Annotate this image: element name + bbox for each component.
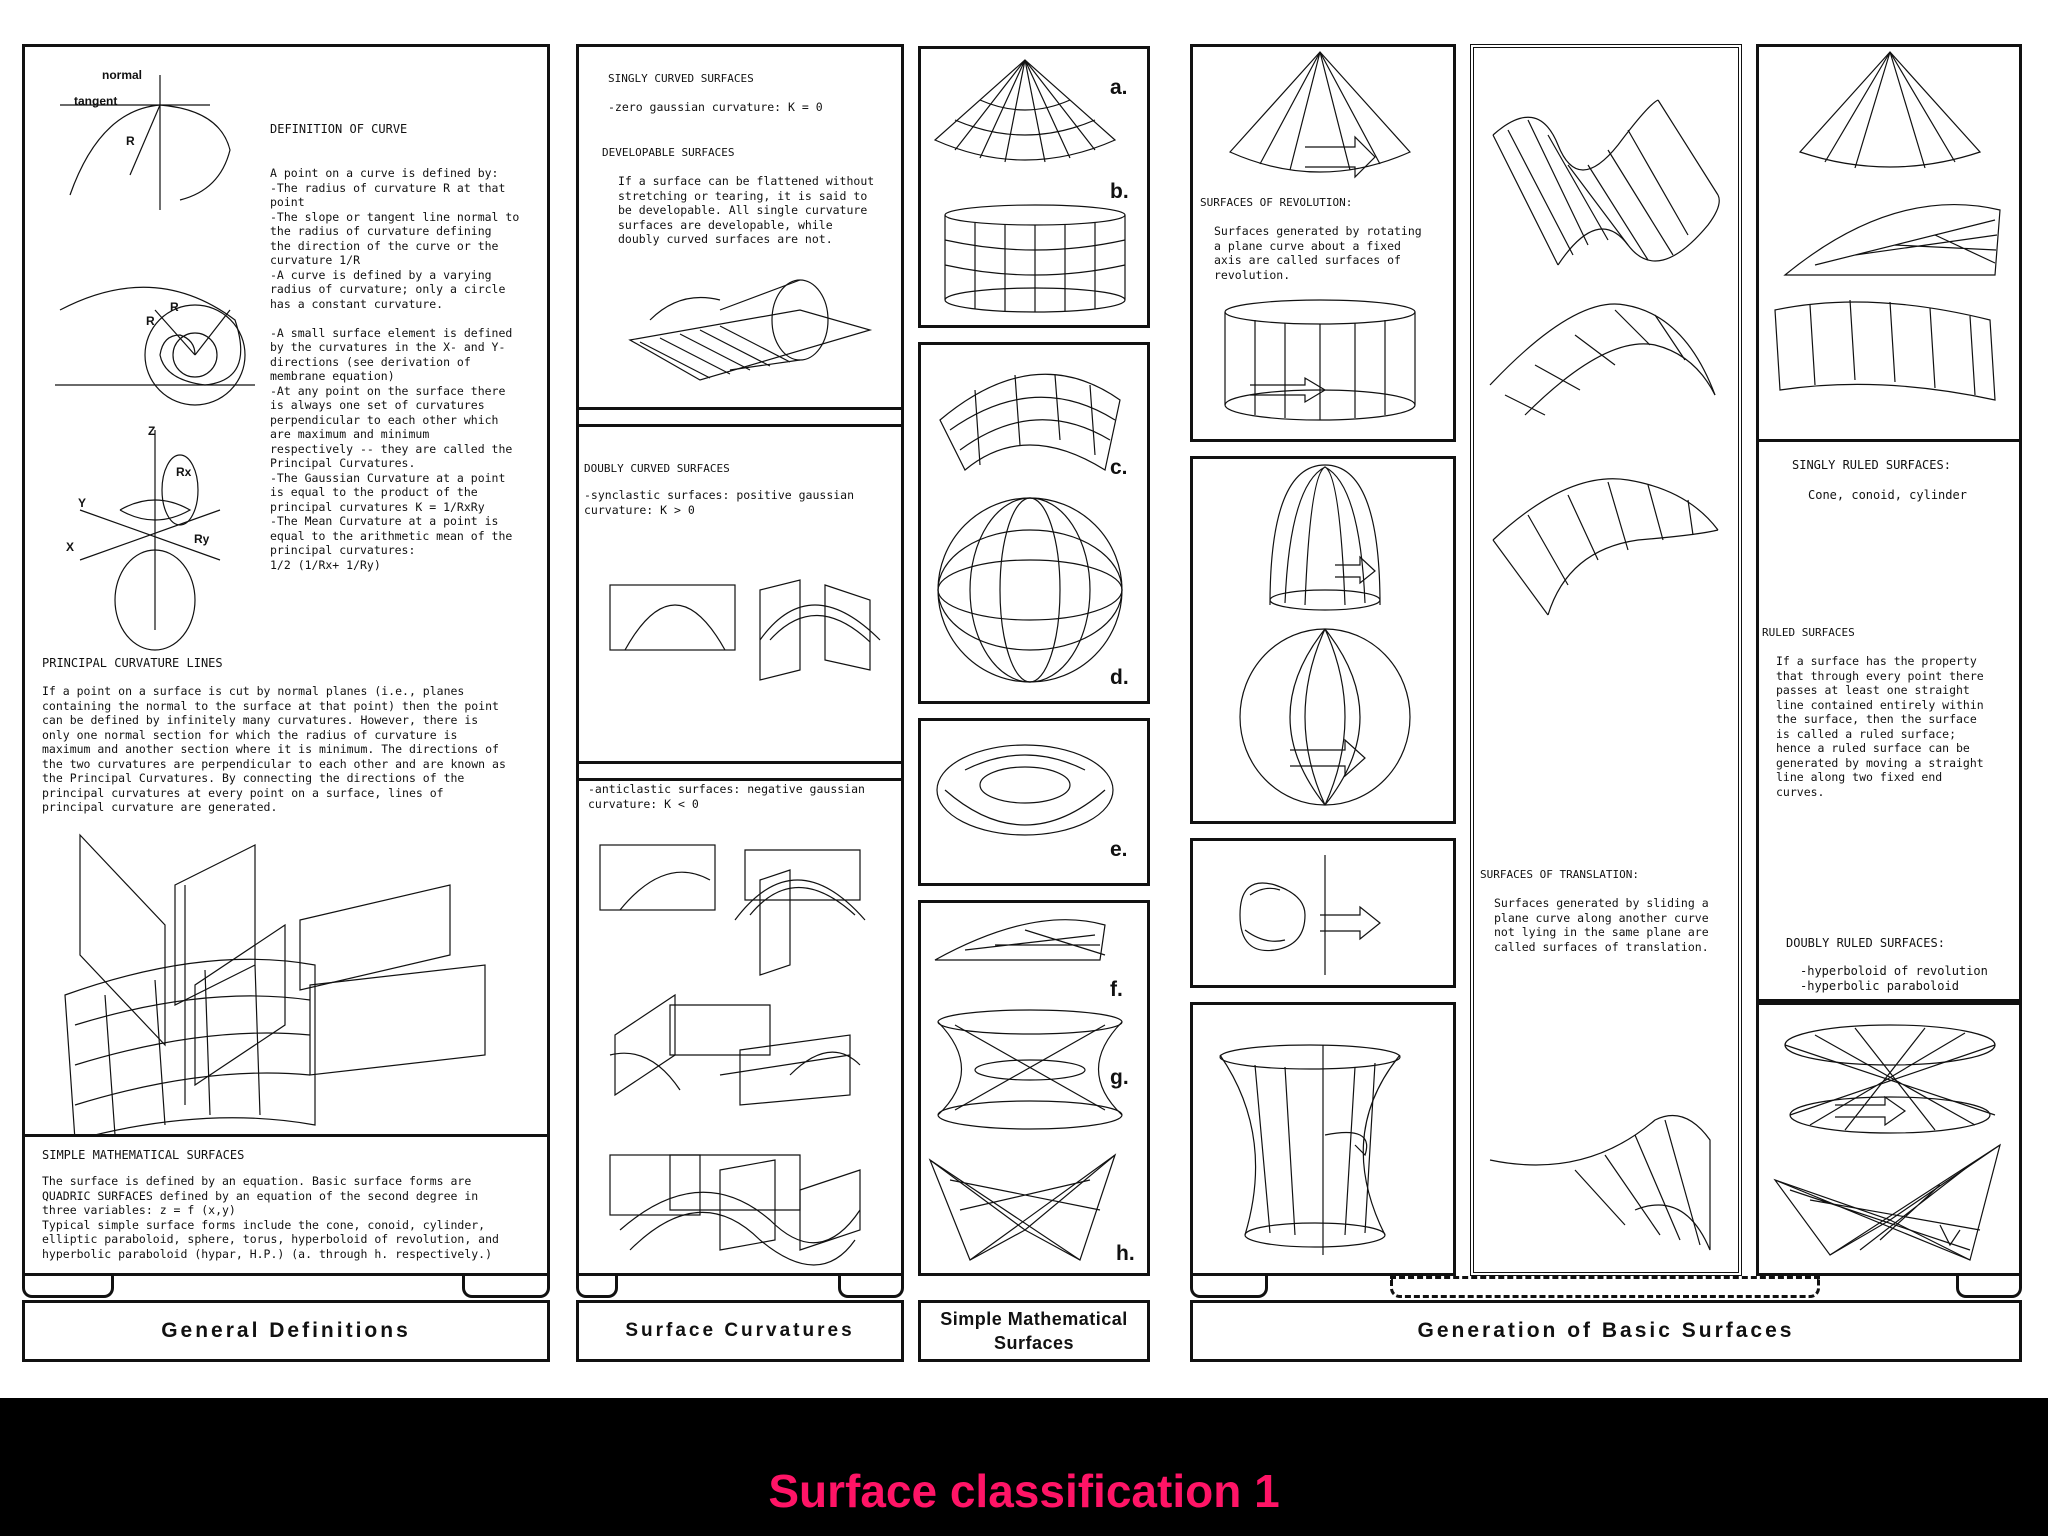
paraboloid-revolution-figure: [1265, 465, 1385, 610]
cone-revolution-figure: [1225, 52, 1415, 182]
doubly-curved-title: DOUBLY CURVED SURFACES: [584, 462, 730, 475]
principal-curvature-lines-body: If a point on a surface is cut by normal planes (i.e., planes containing the normal to the surface at that point) then the point can be defined by infinitely many curvatures. However, there is only one normal section for which the radius of curvature is maximum and another section where it is minimum. The directions of the two curvatures are perpendicular to each other and are known as the Principal Curvatures. By connecting the directions of the principal curvatures at every point on a surface, lines of principal curvature are generated.: [42, 684, 506, 814]
ruled-surfaces-body: If a surface has the property that through every point there passes at least one straight line contained entirely within the surface, then the surface is called a ruled surface; hence a ruled surface can be generated by moving a straight line along two fixed end curves.: [1776, 654, 1984, 799]
singly-ruled-title: SINGLY RULED SURFACES:: [1792, 458, 1951, 472]
curvatures-tab-right: [838, 1276, 904, 1298]
letter-f: f.: [1110, 978, 1123, 1001]
developable-title: DEVELOPABLE SURFACES: [602, 146, 735, 159]
anticlastic-figure-2: [600, 995, 900, 1105]
sphere-surface: [935, 495, 1125, 685]
torus-revolution-figure: [1225, 855, 1425, 975]
ruled-cylinder-figure: [1770, 300, 2010, 410]
singly-ruled-body: Cone, conoid, cylinder: [1808, 488, 1967, 502]
rx-label: Rx: [176, 465, 192, 479]
ruled-cone-figure: [1795, 52, 1985, 177]
ry-label: Ry: [194, 532, 210, 546]
letter-e: e.: [1110, 838, 1128, 861]
developable-cylinder-figure: [620, 270, 880, 390]
conoid-surface: [935, 915, 1115, 975]
cylinder-surface: [940, 205, 1130, 315]
anticlastic-text: -anticlastic surfaces: negative gaussian curvature: K < 0: [588, 782, 865, 811]
definition-of-curve-body: A point on a curve is defined by: -The radius of curvature R at that point -The slope or tangent line normal to the radius of curvature defining the direction of the curve or the curvature 1/R -A curve is defined by a varying radius of curvature; only a circle has a constant curvature. -A small surface element is defined by the curvatures in the X- and Y- directions (see derivation of membrane equation) -At any point on the surface there is always one set of curvatures perpendicular to each other which are maximum and minimum respectively -- they are called the Principal Curvatures. -The Gaussian Curvature at a point is equal to the product of the principal curvatures K = 1/RxRy -The Mean Curvature at a point is equal to the arithmetic mean of the principal curvatures: 1/2 (1/Rx+ 1/Ry): [270, 166, 520, 572]
cylinder-revolution-figure: [1220, 300, 1420, 425]
generation-tab-left: [1190, 1276, 1268, 1298]
translation-body: Surfaces generated by sliding a plane curve along another curve not lying in the same plane are called surfaces of translation.: [1494, 896, 1709, 954]
normal-label: normal: [102, 68, 143, 82]
curve-definition-figure: [60, 70, 260, 210]
developable-body: If a surface can be flattened without stretching or tearing, it is said to be developable. All single curvature surfaces are developable, while doubly curved surfaces are not.: [618, 174, 875, 246]
radius-label-2: R: [146, 314, 155, 328]
general-tab-right: [462, 1276, 550, 1298]
revolution-title: SURFACES OF REVOLUTION:: [1200, 196, 1353, 209]
singly-curved-body: -zero gaussian curvature: K = 0: [608, 100, 823, 114]
hyperboloid-revolution-figure: [1215, 1045, 1415, 1255]
revolution-body: Surfaces generated by rotating a plane curve about a fixed axis are called surfaces of revolution.: [1214, 224, 1422, 282]
general-tab-left: [22, 1276, 114, 1298]
slide-caption: Surface classification 1: [768, 1465, 1280, 1517]
curvatures-tab-left: [576, 1276, 618, 1298]
surface-curvatures-footer: Surface Curvatures: [576, 1300, 904, 1362]
torus-surface: [935, 740, 1115, 850]
doubly-ruled-body: -hyperboloid of revolution -hyperbolic paraboloid: [1800, 964, 1988, 993]
simple-surfaces-footer-line2: Surfaces: [993, 1333, 1075, 1353]
sphere-revolution-figure: [1235, 625, 1415, 810]
radius-label: R: [126, 134, 135, 148]
letter-a: a.: [1110, 76, 1128, 99]
synclastic-figure: [600, 580, 900, 690]
generation-footer: Generation of Basic Surfaces: [1190, 1300, 2022, 1362]
generation-tab-right: [1956, 1276, 2022, 1298]
ruled-hyperboloid-figure: [1775, 1025, 2005, 1135]
simple-math-surfaces-body: The surface is defined by an equation. Basic surface forms are QUADRIC SURFACES defined by an equation of the second degree in three variables: z = f (x,y) Typical simple surface forms include the cone, conoid, cylinder, elliptic paraboloid, sphere, torus, hyperboloid of revolution, and hyperbolic paraboloid (hypar, H.P.) (a. through h. respectively.): [42, 1174, 499, 1261]
letter-d: d.: [1110, 666, 1129, 689]
letter-h: h.: [1116, 1242, 1135, 1265]
principal-curvature-planes-figure: [55, 825, 545, 1145]
hyperbolic-paraboloid-surface: [930, 1150, 1120, 1270]
tangent-label: tangent: [74, 94, 118, 108]
translation-arch-figure: [1485, 285, 1725, 425]
synclastic-text: -synclastic surfaces: positive gaussian curvature: K > 0: [584, 488, 855, 517]
principal-curvature-lines-title: PRINCIPAL CURVATURE LINES: [42, 656, 223, 670]
y-axis-label: Y: [78, 496, 87, 510]
translation-wave-figure: [1488, 95, 1728, 265]
translation-title: SURFACES OF TRANSLATION:: [1480, 868, 1639, 881]
simple-math-surfaces-title: SIMPLE MATHEMATICAL SURFACES: [42, 1148, 245, 1162]
elliptic-paraboloid-surface: [935, 360, 1125, 480]
letter-c: c.: [1110, 456, 1128, 479]
hyperboloid-surface: [935, 1010, 1125, 1130]
definition-of-curve-title: DEFINITION OF CURVE: [270, 122, 408, 136]
generation-tab-mid: [1390, 1276, 1820, 1298]
translation-canopy-figure: [1488, 470, 1728, 620]
doubly-ruled-title: DOUBLY RULED SURFACES:: [1786, 936, 1945, 950]
cone-surface: [935, 60, 1120, 170]
ruled-conoid-figure: [1775, 185, 2005, 285]
singly-curved-title: SINGLY CURVED SURFACES: [608, 72, 754, 85]
translation-sail-figure: [1485, 1100, 1725, 1250]
simple-surfaces-footer-line1: Simple Mathematical: [940, 1309, 1128, 1329]
ruled-surfaces-title: RULED SURFACES: [1762, 626, 1855, 639]
varying-radius-figure: [55, 270, 255, 400]
anticlastic-figure-3: [600, 1150, 900, 1270]
letter-g: g.: [1110, 1066, 1129, 1089]
radius-label-3: R: [170, 300, 179, 314]
z-axis-label: Z: [148, 424, 156, 438]
anticlastic-figure-1: [595, 840, 895, 970]
x-axis-label: X: [66, 540, 75, 554]
simple-surfaces-footer: [918, 1300, 1150, 1362]
ruled-hyperbolic-paraboloid-figure: [1770, 1140, 2010, 1265]
letter-b: b.: [1110, 180, 1129, 203]
general-definitions-footer: General Definitions: [22, 1300, 550, 1362]
